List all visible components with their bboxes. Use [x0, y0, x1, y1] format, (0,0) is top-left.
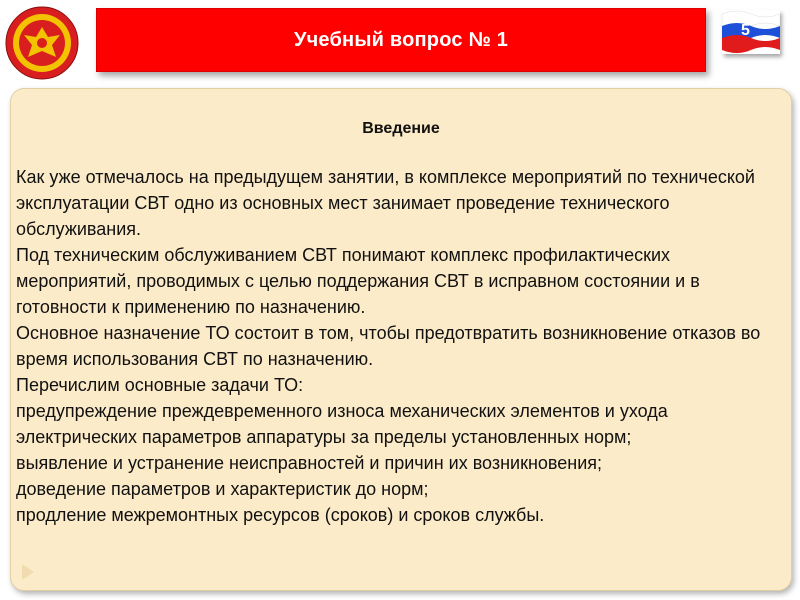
paragraph: выявление и устранение неисправностей и причин их возникновения; — [16, 453, 603, 473]
content-panel — [10, 88, 792, 591]
play-arrow-icon — [22, 564, 34, 580]
paragraph: предупреждение преждевременного износа механических элементов и ухода электрических параметров аппаратуры за пределы установленных норм; — [16, 401, 668, 447]
academy-emblem-icon — [4, 5, 80, 81]
paragraph: Как уже отмечалось на предыдущем занятии, в комплексе мероприятий по технической эксплуатации СВТ одно из основных мест занимает проведение технического обслуживания. — [16, 167, 755, 239]
paragraph: Под техническим обслуживанием СВТ понимают комплекс профилактических мероприятий, проводимых с целью поддержания СВТ в исправном состоянии и в готовности к применению по назначению. — [16, 245, 700, 317]
russian-flag-icon — [722, 10, 780, 54]
paragraph: доведение параметров и характеристик до норм; — [16, 479, 429, 499]
slide-number: 5 — [741, 22, 750, 39]
slide-title: Учебный вопрос № 1 — [293, 28, 509, 51]
body-text — [16, 164, 786, 528]
title-bar — [96, 8, 706, 72]
paragraph: Перечислим основные задачи ТО: — [16, 375, 304, 395]
paragraph: Основное назначение ТО состоит в том, чтобы предотвратить возникновение отказов во время использования СВТ по назначению. — [16, 323, 761, 369]
section-heading: Введение — [362, 120, 440, 137]
paragraph: продление межремонтных ресурсов (сроков) и сроков службы. — [16, 505, 545, 525]
